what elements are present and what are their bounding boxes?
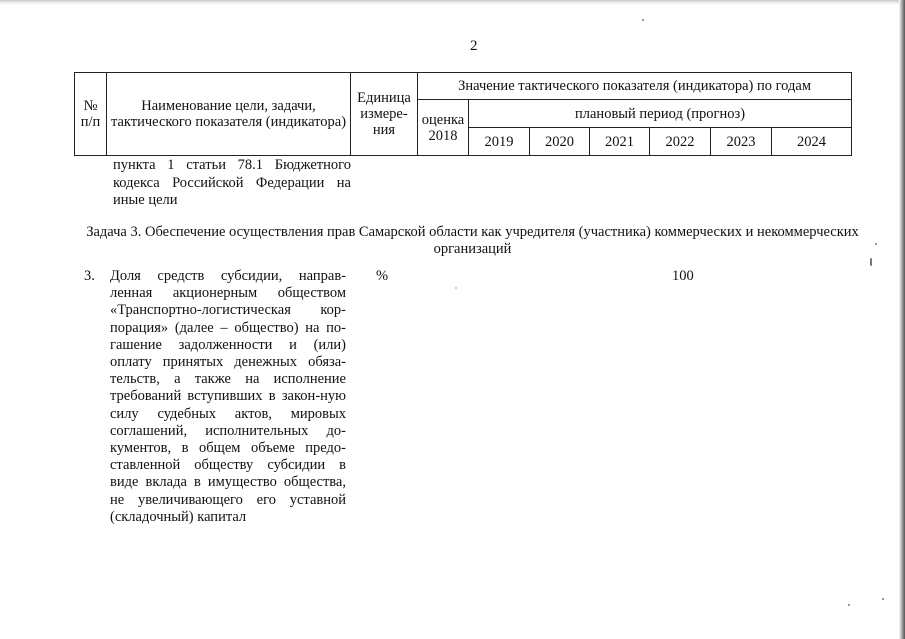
scan-speck [455, 287, 457, 289]
row-indicator-text: Доля средств субсидии, направ-ленная акционерным обществом «Транспортно-логистическая кор-порация» (далее – общество) на по-гашение задолженности и (или) оплату принятых денежных обяза-тельств, а также на исполнение требований вступивших в закон-ную силу судебных актов, мировых соглашений, исполнительных до-кументов, в общем объеме предо-ставленной обществу субсидии в виде вклада в имущество общества, не увеличивающего его уставной (складочный) капитал [110, 268, 346, 525]
scan-top-edge [0, 0, 905, 5]
header-year-2019: 2019 [469, 128, 530, 156]
scan-speck [642, 19, 644, 21]
header-col-values: Значение тактического показателя (индикатора) по годам [418, 73, 852, 100]
header-col-unit: Единица измере-ния [351, 73, 418, 156]
header-col-name: Наименование цели, задачи, тактического показателя (индикатора) [107, 73, 351, 156]
scan-speck [870, 258, 872, 266]
header-year-2022: 2022 [650, 128, 711, 156]
scan-speck [875, 243, 877, 245]
header-year-2024: 2024 [772, 128, 852, 156]
scan-right-edge [899, 0, 905, 639]
indicator-table-header [74, 72, 852, 156]
task-heading: Задача 3. Обеспечение осуществления прав Самарской области как учредителя (участника) коммерческих и некоммерческих организаций [86, 224, 859, 257]
header-col-number: № п/п [75, 73, 107, 156]
row-number: 3. [84, 268, 95, 284]
row-unit: % [376, 268, 389, 284]
header-col-plan: плановый период (прогноз) [469, 100, 852, 128]
row-value: 100 [672, 268, 694, 284]
scan-speck [882, 598, 884, 600]
scan-speck [848, 604, 850, 606]
header-year-2021: 2021 [590, 128, 650, 156]
page-number: 2 [470, 38, 478, 54]
header-col-estimate: оценка 2018 [418, 100, 469, 156]
header-year-2023: 2023 [711, 128, 772, 156]
header-year-2020: 2020 [530, 128, 590, 156]
continuation-text: пункта 1 статьи 78.1 Бюджетного кодекса Российской Федерации на иные цели [113, 157, 351, 208]
